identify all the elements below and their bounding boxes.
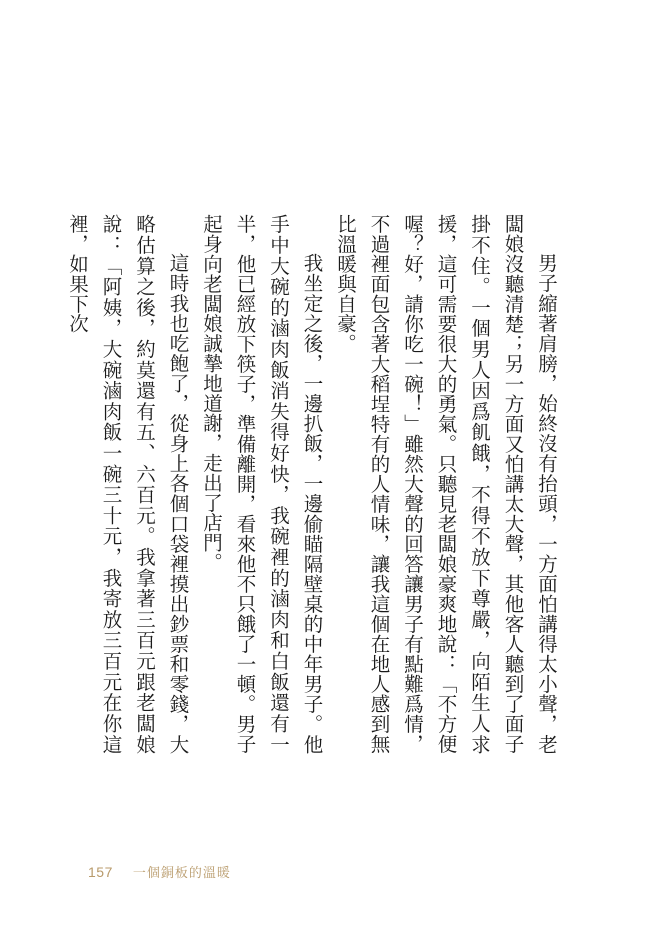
page-number: 157 [88,864,113,880]
chapter-title: 一個銅板的溫暖 [132,866,231,881]
paragraph-1: 男子縮著肩膀，始終沒有抬頭，一方面怕講得太小聲，老闆娘沒聽清楚；另一方面又怕講太大聲，其他客人聽到了面子掛不住。一個男人因爲飢餓，不得不放下尊嚴，向陌生人求援，這可需要很大的勇氣。只聽見老闆娘豪爽地說：「不方便喔？好，請你吃一碗！」雖然大聲的回答讓男子有點難爲情，不過裡面包含著大稻埕特有的人情味，讓我這個在地人感到無比溫暖與自豪。 [334,214,558,754]
vertical-text-block [61,214,564,754]
page-footer [88,862,231,881]
paragraph-2: 我坐定之後，一邊扒飯，一邊偷瞄隔壁桌的中年男子。他手中大碗的滷肉飯消失得好快，我碗裡的滷肉和白飯還有一半，他已經放下筷子，準備離開，看來他不只餓了一頓。男子起身向老闆娘誠摯地道謝，走出了店門。 [200,214,324,754]
paragraph-3: 這時我也吃飽了，從身上各個口袋裡摸出鈔票和零錢，大略估算之後，約莫還有五、六百元。我拿著三百元跟老闆娘說：「阿姨，大碗滷肉飯一碗三十元，我寄放三百元在你這裡，如果下次 [66,214,190,754]
